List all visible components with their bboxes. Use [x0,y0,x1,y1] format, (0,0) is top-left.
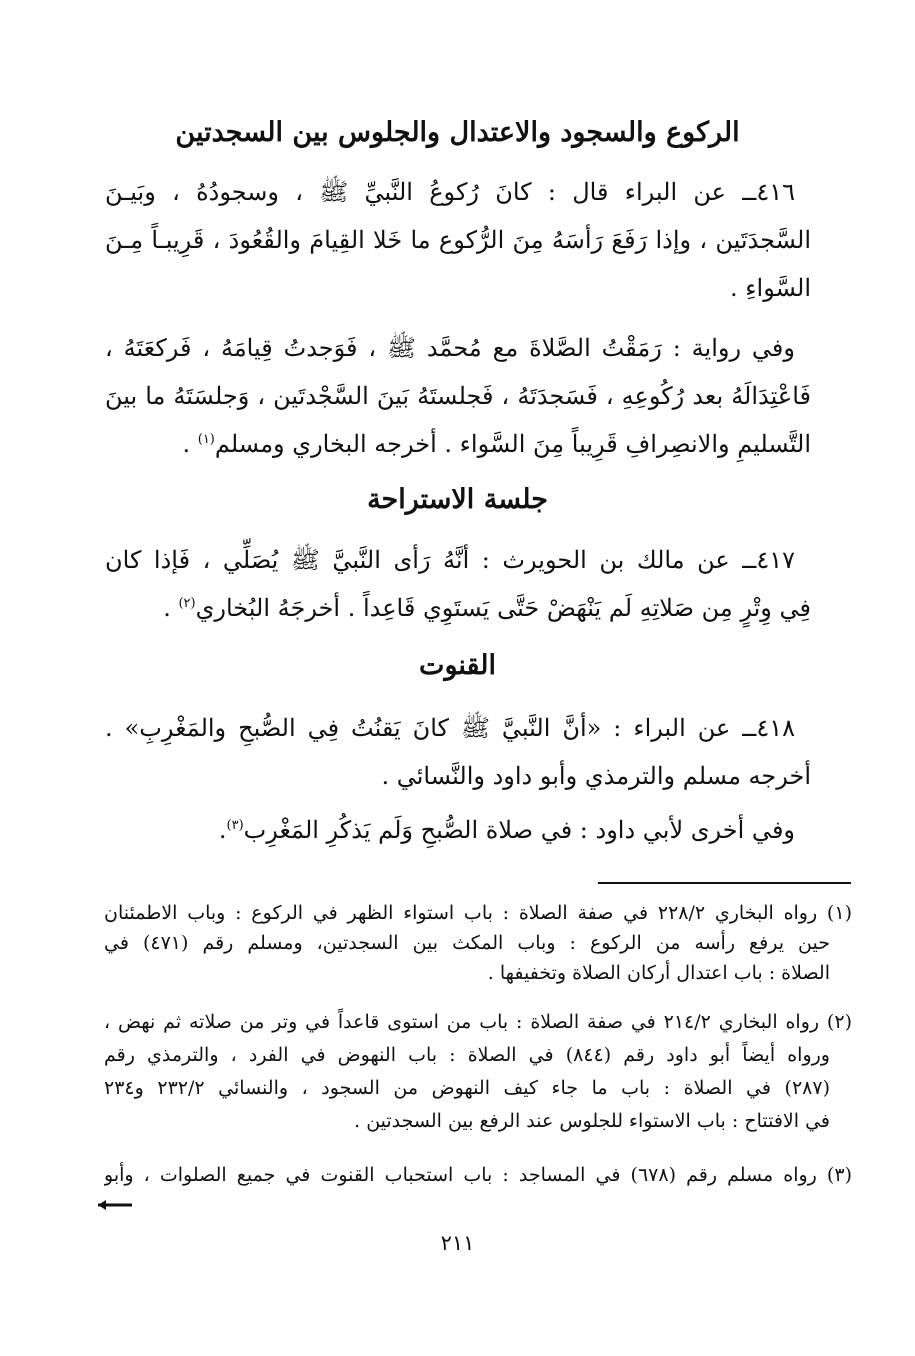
riwaya-line-3 [105,420,811,468]
section-heading-ruku: الركوع والسجود والاعتدال والجلوس بين السجدتين [175,117,740,148]
hadith-418-line-1: ٤١٨ــ عن البراء : «أنَّ النَّبيَّ ﷺ كانَ يَقنُتُ فِي الصُّبحِ والمَغْرِبِ» . [105,714,795,742]
hadith-417-line-2-end: . [163,594,179,622]
section-heading-istiraha: جلسة الاستراحة [367,484,548,515]
hadith-418-other-line [105,806,795,854]
hadith-418-other-end: . [218,816,227,844]
footnote-marker-2: (٢) [178,596,196,611]
footnote-marker-3: (٣) [226,818,244,833]
footnote-marker-1: (١) [197,432,215,447]
footnote-2-line-3: (٢٨٧) في الصلاة : باب ما جاء كيف النهوض من السجود ، والنسائي ٢٣٢/٢ و٢٣٤ [104,1077,830,1099]
footnote-1-line-3: الصلاة : باب اعتدال أركان الصلاة وتخفيفها . [487,962,830,984]
page-number: ٢١١ [440,1231,475,1255]
hadith-417-line-2-text: فِي وِتْرٍ مِن صَلاتِهِ لَم يَنْهَضْ حَتَّى يَستَوِي قَاعِداً . أخرجَهُ البُخاري [195,594,811,622]
riwaya-line-2: فَاعْتِدَالَهُ بعد رُكُوعِهِ ، فَسَجدَتَهُ ، فَجلستَهُ بَينَ السَّجْدتَين ، وَجلسَتَهُ ما بينَ [105,382,811,410]
hadith-417-line-1: ٤١٧ــ عن مالك بن الحويرث : أنَّهُ رَأى النَّبيَّ ﷺ يُصَلِّي ، فَإذا كان [105,546,795,574]
footnote-3-line-1: (٣) رواه مسلم رقم (٦٧٨) في المساجد : باب استحباب القنوت في جميع الصلوات ، وأبو [104,1164,852,1186]
riwaya-line-1: وفي رواية : رَمَقْتُ الصَّلاةَ مع مُحمَّد ﷺ ، فَوَجدتُ قِيامَهُ ، فَركعَتَهُ ، [105,334,795,362]
footnote-2-line-1: (٢) رواه البخاري ٢١٤/٢ في صفة الصلاة : باب من استوى قاعداً في وتر من صلاته ثم نهض ، [104,1011,852,1033]
riwaya-line-3-text: التَّسليمِ والانصِرافِ قَرِيباً مِنَ السَّواء . أخرجه البخاري ومسلم [214,430,811,458]
riwaya-line-3-end: . [182,430,198,458]
hadith-417-line-2 [105,584,811,632]
footnote-divider [598,882,851,884]
section-heading-qunut: القنوت [419,650,496,681]
hadith-416-line-3: السَّواءِ . [730,274,811,302]
arrow-left-icon [96,1198,134,1212]
hadith-416-line-1: ٤١٦ــ عن البراء قال : كانَ رُكوعُ النَّبيِّ ﷺ ، وسجودُهُ ، وبَيـنَ [105,178,795,206]
footnote-1-line-1: (١) رواه البخاري ٢٢٨/٢ في صفة الصلاة : باب استواء الظهر في الركوع : وباب الاطمئنان [104,902,852,924]
hadith-416-line-2: السَّجدَتَين ، وإذا رَفَعَ رَأسَهُ مِنَ الرُّكوع ما خَلا القِيامَ والقُعُودَ ، قَرِيبـاً مِـنَ [105,226,811,254]
footnote-2-line-2: ورواه أيضاً أبو داود رقم (٨٤٤) في الصلاة : باب النهوض في الفرد ، والترمذي رقم [104,1044,830,1066]
hadith-418-line-2: أخرجه مسلم والترمذي وأبو داود والنَّسائي . [381,762,811,790]
hadith-418-other-text: وفي أخرى لأبي داود : في صلاة الصُّبحِ وَلَم يَذكُرِ المَغْرِب [243,816,795,844]
footnote-2-line-4: في الافتتاح : باب الاستواء للجلوس عند الرفع بين السجدتين . [354,1110,830,1132]
footnote-1-line-2: حين يرفع رأسه من الركوع : وباب المكث بين السجدتين، ومسلم رقم (٤٧١) في [104,932,830,954]
